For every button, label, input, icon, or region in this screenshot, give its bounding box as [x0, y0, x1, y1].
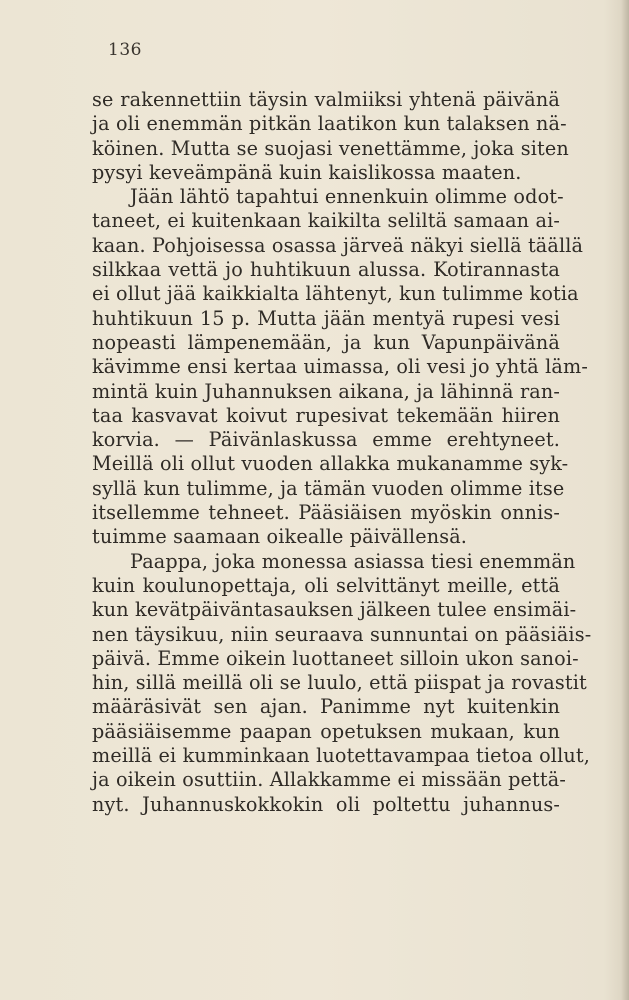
body-text — [92, 88, 592, 817]
text-line: tuimme saamaan oikealle päivällensä. — [92, 525, 468, 549]
text-line: hin, sillä meillä oli se luulo, että piispat ja rovastit — [92, 671, 587, 695]
text-line: mintä kuin Juhannuksen aikana, ja lähinnä ran- — [92, 379, 560, 403]
text-line: päivä. Emme oikein luottaneet silloin ukon sanoi- — [92, 646, 579, 670]
text-line: nopeasti lämpenemään, ja kun Vapunpäivänä — [92, 330, 560, 354]
text-line: pääsiäisemme paapan opetuksen mukaan, kun — [92, 719, 560, 743]
text-line: korvia. — Päivänlaskussa emme erehtyneet. — [92, 428, 560, 452]
text-line: kuin koulunopettaja, oli selvittänyt meille, että — [92, 573, 560, 597]
text-line: kaan. Pohjoisessa osassa järveä näkyi siellä täällä — [92, 233, 584, 257]
text-line: ja oli enemmän pitkän laatikon kun talaksen nä- — [92, 112, 567, 136]
text-line: syllä kun tulimme, ja tämän vuoden olimme itse — [92, 476, 565, 500]
text-line: taneet, ei kuitenkaan kaikilta seliltä samaan ai- — [92, 209, 560, 233]
text-line: taa kasvavat koivut rupesivat tekemään hiiren — [92, 403, 560, 427]
text-line: kun kevätpäiväntasauksen jälkeen tulee ensimäi- — [92, 598, 577, 622]
text-line: pysyi keveämpänä kuin kaislikossa maaten. — [92, 160, 522, 184]
text-line: määräsivät sen ajan. Panimme nyt kuitenkin — [92, 695, 560, 719]
text-line: nen täysikuu, niin seuraava sunnuntai on pääsiäis- — [92, 622, 592, 646]
text-line: Meillä oli ollut vuoden allakka mukanamme syk- — [92, 452, 569, 476]
text-line: se rakennettiin täysin valmiiksi yhtenä päivänä — [92, 88, 560, 111]
text-line: huhtikuun 15 p. Mutta jään mentyä rupesi vesi — [92, 306, 560, 330]
text-line: meillä ei kumminkaan luotettavampaa tietoa ollut, — [92, 744, 590, 768]
text-line: Paappa, joka monessa asiassa tiesi enemmän — [130, 549, 576, 573]
text-line: ja oikein osuttiin. Allakkamme ei missään pettä- — [92, 768, 566, 792]
text-line: ei ollut jää kaikkialta lähtenyt, kun tulimme kotia — [92, 282, 579, 306]
text-line: itsellemme tehneet. Pääsiäisen myöskin onnis- — [92, 501, 560, 525]
text-line: kävimme ensi kertaa uimassa, oli vesi jo yhtä läm- — [92, 355, 588, 379]
text-line: köinen. Mutta se suojasi venettämme, joka siten — [92, 136, 569, 160]
text-line: Jään lähtö tapahtui ennenkuin olimme odot- — [130, 185, 564, 209]
text-line: nyt. Juhannuskokkokin oli poltettu juhannus- — [92, 792, 560, 816]
page-number: 136 — [108, 40, 142, 60]
text-line: silkkaa vettä jo huhtikuun alussa. Kotirannasta — [92, 258, 560, 282]
page-edge-shadow — [621, 0, 629, 1000]
